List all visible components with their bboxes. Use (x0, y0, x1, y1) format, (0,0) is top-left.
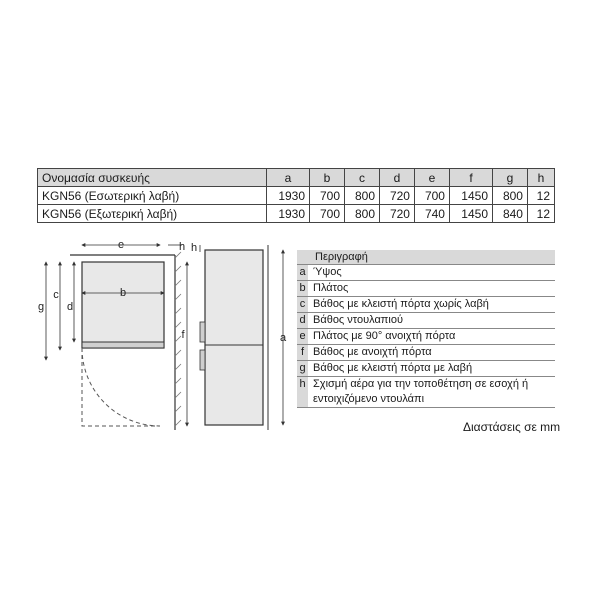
value-cell: 1930 (267, 205, 310, 223)
legend-item (297, 345, 555, 361)
legend-key: f (297, 345, 308, 360)
value-cell: 800 (345, 187, 380, 205)
dimension-label-e: e (117, 239, 125, 251)
dimension-label-h-top: h (178, 241, 186, 253)
door-swing-arc (82, 348, 160, 426)
dimension-label-h-side: h (190, 242, 198, 254)
legend-key: e (297, 329, 308, 344)
value-cell: 840 (493, 205, 528, 223)
legend-panel (297, 250, 555, 408)
value-cell: 740 (414, 205, 449, 223)
legend-text: Βάθος ντουλαπιού (313, 314, 403, 326)
table-header-cell: c (345, 169, 380, 187)
legend-text: Πλάτος (313, 282, 349, 294)
dimension-label-g: g (37, 301, 45, 313)
value-cell: 1930 (267, 187, 310, 205)
value-cell: 700 (414, 187, 449, 205)
table-header-cell: d (380, 169, 415, 187)
side-view (191, 242, 287, 430)
model-name-cell: KGN56 (Εξωτερική λαβή) (38, 205, 267, 223)
appliance-body-side (205, 250, 263, 425)
top-view (38, 239, 187, 430)
dimension-label-f: f (181, 329, 185, 341)
table-header-cell: Ονομασία συσκευής (38, 169, 267, 187)
table-header-cell: e (414, 169, 449, 187)
wall-hatching (175, 252, 181, 426)
legend-text: Βάθος με κλειστή πόρτα χωρίς λαβή (313, 298, 489, 310)
legend-text: Πλάτος με 90° ανοιχτή πόρτα (313, 330, 456, 342)
legend-key: b (297, 281, 308, 296)
legend-text: Ύψος (313, 266, 342, 278)
value-cell: 720 (380, 205, 415, 223)
legend-key: c (297, 297, 308, 312)
legend-key: d (297, 313, 308, 328)
legend-item (297, 281, 555, 297)
legend-key: g (297, 361, 308, 376)
model-name-cell: KGN56 (Εσωτερική λαβή) (38, 187, 267, 205)
dimension-label-b: b (119, 287, 127, 299)
table-header-cell: a (267, 169, 310, 187)
dimension-label-c: c (53, 289, 59, 301)
upper-handle-icon (200, 322, 205, 342)
door-closed (82, 342, 164, 348)
legend-item (297, 377, 555, 408)
door-open-outline (82, 348, 160, 426)
value-cell: 1450 (449, 187, 492, 205)
legend-item (297, 329, 555, 345)
legend-item (297, 313, 555, 329)
legend-item (297, 361, 555, 377)
table-header-cell: f (449, 169, 492, 187)
legend-item (297, 265, 555, 281)
legend-text: Βάθος με ανοιχτή πόρτα (313, 346, 432, 358)
value-cell: 800 (345, 205, 380, 223)
value-cell: 1450 (449, 205, 492, 223)
legend-item (297, 297, 555, 313)
dimension-label-d: d (66, 301, 74, 313)
table-header-cell: g (493, 169, 528, 187)
value-cell: 720 (380, 187, 415, 205)
units-note: Διαστάσεις σε mm (463, 420, 561, 434)
table-header-cell: b (310, 169, 345, 187)
lower-handle-icon (200, 350, 205, 370)
value-cell: 700 (310, 205, 345, 223)
legend-text: Βάθος με κλειστή πόρτα με λαβή (313, 362, 473, 374)
table-header-cell: h (527, 169, 554, 187)
value-cell: 12 (527, 187, 554, 205)
legend-key: h (297, 377, 308, 407)
value-cell: 800 (493, 187, 528, 205)
legend-text: Σχισμή αέρα για την τοποθέτηση σε εσοχή ή εντοιχιζόμενο ντουλάπι (313, 378, 529, 405)
legend-key: a (297, 265, 308, 280)
value-cell: 12 (527, 205, 554, 223)
value-cell: 700 (310, 187, 345, 205)
dimension-label-a: a (279, 332, 287, 344)
appliance-body-top (82, 262, 164, 348)
legend-title: Περιγραφή (297, 250, 555, 265)
